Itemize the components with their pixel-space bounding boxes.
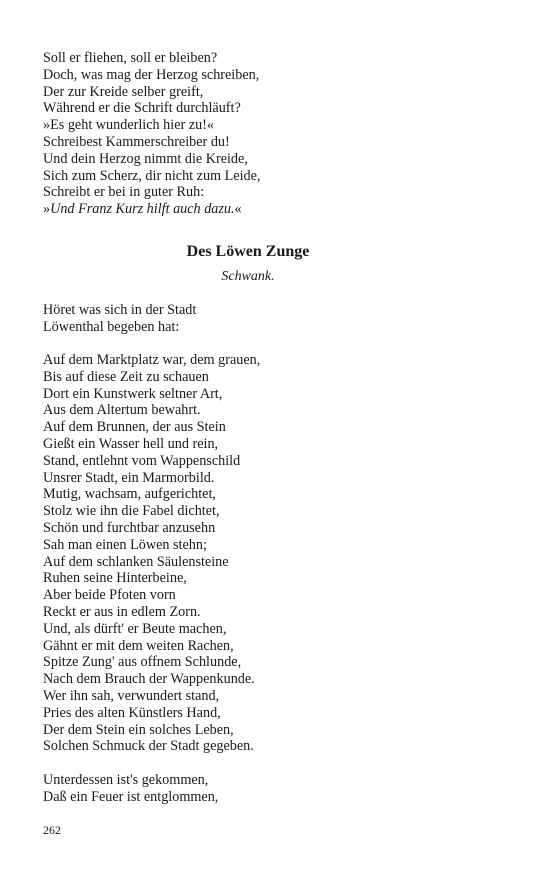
verse-line: Schreibest Kammerschreiber du!	[43, 133, 230, 150]
verse-line: Wer ihn sah, verwundert stand,	[43, 687, 220, 704]
verse-line: Soll er fliehen, soll er bleiben?	[43, 50, 218, 66]
verse-line: »Es geht wunderlich hier zu!«	[43, 117, 214, 134]
verse-line: Pries des alten Künstlers Hand,	[43, 704, 221, 721]
verse-line: Und, als dürft' er Beute machen,	[43, 620, 227, 637]
stanza-3	[43, 772, 513, 806]
verse-line-final	[43, 201, 513, 218]
verse-line: Solchen Schmuck der Stadt gegeben.	[43, 738, 254, 755]
verse-line: Unsrer Stadt, ein Marmorbild.	[43, 469, 215, 486]
verse-line: Aber beide Pfoten vorn	[43, 587, 176, 604]
verse-line: Sich zum Scherz, dir nicht zum Leide,	[43, 167, 261, 184]
poem-title: Des Löwen Zunge	[186, 243, 310, 260]
verse-line: Mutig, wachsam, aufgerichtet,	[43, 486, 216, 503]
verse-line: Der dem Stein ein solches Leben,	[43, 721, 234, 738]
verse-line: Höret was sich in der Stadt	[43, 302, 197, 318]
verse-line: Löwenthal begeben hat:	[43, 318, 180, 335]
continued-stanza	[43, 50, 513, 218]
page-number: 262	[43, 823, 61, 837]
poem-subtitle: Schwank.	[221, 269, 275, 284]
italic-quote: Und Franz Kurz hilft auch dazu.	[50, 201, 235, 218]
verse-line: Dort ein Kunstwerk seltner Art,	[43, 385, 223, 402]
quote-close: «	[234, 201, 242, 218]
verse-line: Stolz wie ihn die Fabel dichtet,	[43, 503, 220, 520]
verse-line: Nach dem Brauch der Wappenkunde.	[43, 671, 255, 688]
verse-line: Gähnt er mit dem weiten Rachen,	[43, 637, 234, 654]
verse-line: Spitze Zung' aus offnem Schlunde,	[43, 654, 242, 671]
verse-line: Schön und furchtbar anzusehn	[43, 519, 216, 536]
verse-line: Schreibt er bei in guter Ruh:	[43, 184, 205, 201]
verse-line: Auf dem Marktplatz war, dem grauen,	[43, 352, 261, 368]
verse-line: Auf dem schlanken Säulensteine	[43, 553, 229, 570]
verse-line: Sah man einen Löwen stehn;	[43, 536, 207, 553]
stanza-2	[43, 352, 513, 755]
verse-line: Auf dem Brunnen, der aus Stein	[43, 419, 226, 436]
verse-line: Während er die Schrift durchläuft?	[43, 100, 241, 117]
verse-line: Doch, was mag der Herzog schreiben,	[43, 66, 260, 83]
quote-open: »	[43, 201, 51, 218]
verse-line: Daß ein Feuer ist entglommen,	[43, 788, 219, 805]
verse-line: Ruhen seine Hinterbeine,	[43, 570, 187, 587]
verse-line: Unterdessen ist's gekommen,	[43, 772, 209, 788]
verse-line: Reckt er aus in edlem Zorn.	[43, 603, 201, 620]
verse-line: Und dein Herzog nimmt die Kreide,	[43, 150, 248, 167]
stanza-1	[43, 302, 513, 336]
verse-line: Aus dem Altertum bewahrt.	[43, 402, 201, 419]
verse-line: Gießt ein Wasser hell und rein,	[43, 435, 219, 452]
verse-line: Bis auf diese Zeit zu schauen	[43, 368, 209, 385]
verse-line: Stand, entlehnt vom Wappenschild	[43, 452, 241, 469]
verse-line: Der zur Kreide selber greift,	[43, 83, 204, 100]
